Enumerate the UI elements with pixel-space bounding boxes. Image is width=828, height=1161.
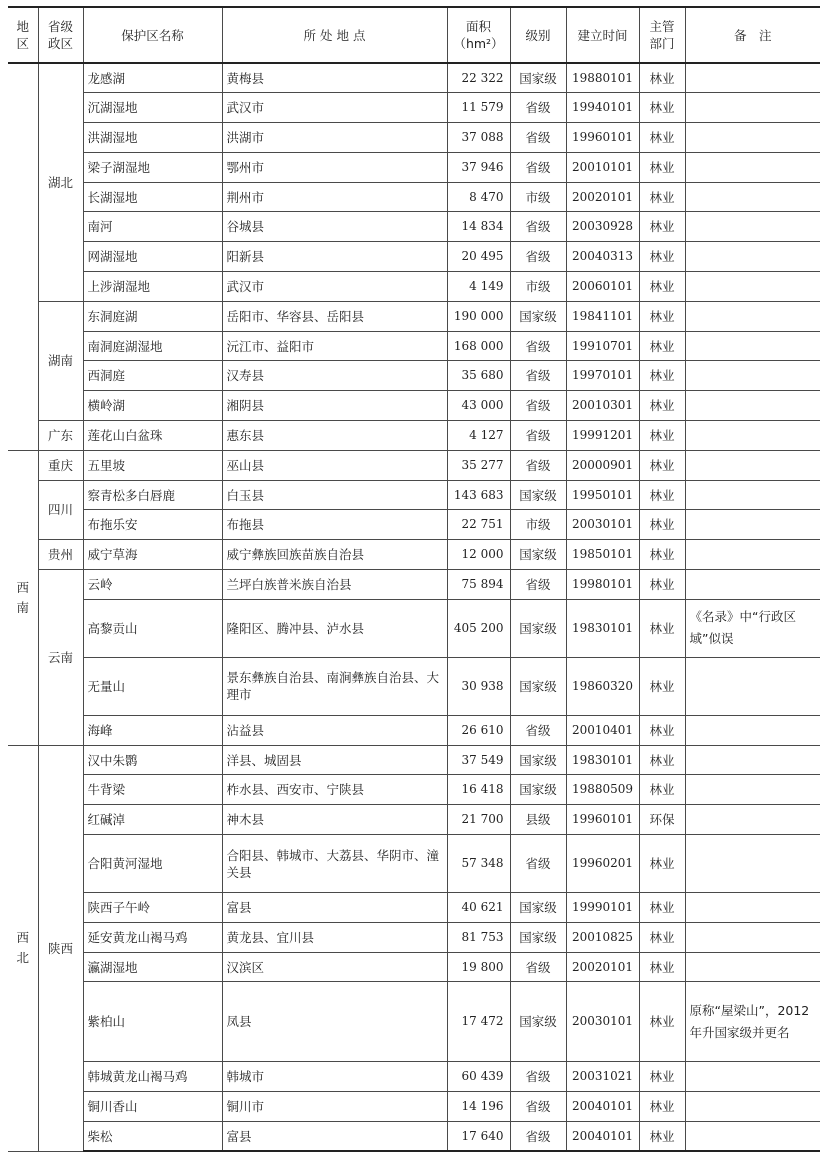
reserve-location: 兰坪白族普米族自治县 (222, 570, 447, 600)
table-row (8, 805, 820, 835)
reserve-dept: 林业 (639, 242, 685, 272)
table-row (8, 182, 820, 212)
table-row (8, 212, 820, 242)
reserve-name: 横岭湖 (83, 391, 222, 421)
reserve-name: 威宁草海 (83, 540, 222, 570)
reserve-level: 省级 (510, 421, 566, 451)
reserve-area: 43 000 (447, 391, 510, 421)
reserve-dept: 林业 (639, 835, 685, 893)
region-cell: 西北 (8, 745, 38, 1151)
table-row (8, 540, 820, 570)
reserve-area: 4 127 (447, 421, 510, 451)
table-row (8, 570, 820, 600)
region-cell: 西南 (8, 450, 38, 745)
reserve-location: 白玉县 (222, 480, 447, 510)
reserve-level: 省级 (510, 391, 566, 421)
reserve-note (685, 805, 820, 835)
table-row (8, 242, 820, 272)
reserve-location: 汉滨区 (222, 952, 447, 982)
reserve-location: 凤县 (222, 982, 447, 1062)
reserve-dept: 环保 (639, 805, 685, 835)
reserve-location: 柞水县、西安市、宁陕县 (222, 775, 447, 805)
reserve-name: 五里坡 (83, 450, 222, 480)
province-cell: 广东 (38, 421, 83, 451)
reserve-area: 37 946 (447, 152, 510, 182)
table-row (8, 599, 820, 657)
reserve-area: 57 348 (447, 835, 510, 893)
reserve-note (685, 1062, 820, 1092)
reserve-founded: 19990101 (566, 893, 639, 923)
reserve-level: 省级 (510, 361, 566, 391)
reserve-founded: 19960101 (566, 805, 639, 835)
reserve-name: 梁子湖湿地 (83, 152, 222, 182)
reserve-name: 莲花山白盆珠 (83, 421, 222, 451)
reserve-level: 省级 (510, 93, 566, 123)
reserve-name: 韩城黄龙山褐马鸡 (83, 1062, 222, 1092)
reserve-name: 沉湖湿地 (83, 93, 222, 123)
table-row (8, 331, 820, 361)
reserve-level: 省级 (510, 1122, 566, 1152)
reserve-note (685, 922, 820, 952)
reserve-level: 国家级 (510, 63, 566, 93)
reserve-area: 17 640 (447, 1122, 510, 1152)
reserve-note (685, 570, 820, 600)
reserve-founded: 19880101 (566, 63, 639, 93)
reserve-area: 21 700 (447, 805, 510, 835)
reserve-name: 高黎贡山 (83, 599, 222, 657)
reserve-level: 省级 (510, 1062, 566, 1092)
reserve-level: 省级 (510, 242, 566, 272)
reserve-founded: 19960101 (566, 123, 639, 153)
reserve-note: 《名录》中“行政区域”似误 (685, 599, 820, 657)
reserve-dept: 林业 (639, 152, 685, 182)
reserve-name: 紫柏山 (83, 982, 222, 1062)
reserve-level: 省级 (510, 331, 566, 361)
table-row (8, 1062, 820, 1092)
table-row (8, 835, 820, 893)
table-row (8, 301, 820, 331)
reserve-name: 合阳黄河湿地 (83, 835, 222, 893)
reserve-note (685, 1122, 820, 1152)
reserve-note (685, 242, 820, 272)
header-area-label: 面积 (465, 19, 491, 34)
reserve-area: 16 418 (447, 775, 510, 805)
reserve-area: 35 680 (447, 361, 510, 391)
reserve-note (685, 331, 820, 361)
reserve-founded: 19860320 (566, 657, 639, 715)
reserve-location: 巫山县 (222, 450, 447, 480)
table-row (8, 745, 820, 775)
reserve-name: 洪湖湿地 (83, 123, 222, 153)
reserve-name: 牛背梁 (83, 775, 222, 805)
province-cell: 湖北 (38, 63, 83, 301)
header-dept: 主管部门 (639, 7, 685, 63)
reserve-note (685, 480, 820, 510)
reserve-area: 17 472 (447, 982, 510, 1062)
table-body (8, 63, 820, 1151)
reserve-location: 阳新县 (222, 242, 447, 272)
reserve-name: 汉中朱鹮 (83, 745, 222, 775)
reserve-dept: 林业 (639, 123, 685, 153)
reserve-dept: 林业 (639, 982, 685, 1062)
reserve-founded: 20040101 (566, 1092, 639, 1122)
reserve-name: 南河 (83, 212, 222, 242)
reserve-level: 国家级 (510, 540, 566, 570)
reserve-founded: 20040101 (566, 1122, 639, 1152)
reserve-founded: 20030101 (566, 982, 639, 1062)
reserve-founded: 20020101 (566, 182, 639, 212)
table-row (8, 93, 820, 123)
reserve-note (685, 93, 820, 123)
reserve-area: 37 088 (447, 123, 510, 153)
reserve-level: 省级 (510, 212, 566, 242)
reserve-location: 汉寿县 (222, 361, 447, 391)
reserve-name: 云岭 (83, 570, 222, 600)
reserve-level: 国家级 (510, 657, 566, 715)
reserve-area: 60 439 (447, 1062, 510, 1092)
reserve-founded: 19950101 (566, 480, 639, 510)
reserve-dept: 林业 (639, 510, 685, 540)
reserve-dept: 林业 (639, 715, 685, 745)
reserve-table (8, 6, 820, 1152)
reserve-location: 黄龙县、宜川县 (222, 922, 447, 952)
reserve-level: 省级 (510, 1092, 566, 1122)
table-header (8, 7, 820, 63)
reserve-area: 22 322 (447, 63, 510, 93)
reserve-level: 省级 (510, 450, 566, 480)
reserve-level: 省级 (510, 952, 566, 982)
reserve-note (685, 540, 820, 570)
reserve-note (685, 212, 820, 242)
reserve-area: 20 495 (447, 242, 510, 272)
reserve-note (685, 123, 820, 153)
table-row (8, 982, 820, 1062)
reserve-dept: 林业 (639, 599, 685, 657)
reserve-note (685, 152, 820, 182)
reserve-founded: 19880509 (566, 775, 639, 805)
reserve-name: 龙感湖 (83, 63, 222, 93)
reserve-dept: 林业 (639, 570, 685, 600)
table-row (8, 775, 820, 805)
reserve-note (685, 715, 820, 745)
reserve-note (685, 182, 820, 212)
reserve-name: 布拖乐安 (83, 510, 222, 540)
reserve-name: 东洞庭湖 (83, 301, 222, 331)
reserve-area: 405 200 (447, 599, 510, 657)
reserve-name: 无量山 (83, 657, 222, 715)
reserve-note (685, 745, 820, 775)
reserve-area: 40 621 (447, 893, 510, 923)
reserve-location: 黄梅县 (222, 63, 447, 93)
reserve-level: 国家级 (510, 301, 566, 331)
reserve-dept: 林业 (639, 657, 685, 715)
reserve-level: 省级 (510, 570, 566, 600)
table-row (8, 1122, 820, 1152)
table-row (8, 63, 820, 93)
header-founded: 建立时间 (566, 7, 639, 63)
header-note: 备 注 (685, 7, 820, 63)
reserve-level: 市级 (510, 510, 566, 540)
reserve-note (685, 893, 820, 923)
reserve-founded: 19980101 (566, 570, 639, 600)
reserve-founded: 20030928 (566, 212, 639, 242)
reserve-dept: 林业 (639, 922, 685, 952)
reserve-area: 4 149 (447, 272, 510, 302)
reserve-location: 岳阳市、华容县、岳阳县 (222, 301, 447, 331)
reserve-location: 景东彝族自治县、南涧彝族自治县、大理市 (222, 657, 447, 715)
reserve-area: 12 000 (447, 540, 510, 570)
reserve-area: 35 277 (447, 450, 510, 480)
province-cell: 云南 (38, 570, 83, 746)
reserve-note (685, 775, 820, 805)
table-row (8, 510, 820, 540)
reserve-founded: 20010301 (566, 391, 639, 421)
header-area-unit: （hm²） (453, 36, 504, 51)
reserve-founded: 19960201 (566, 835, 639, 893)
header-level: 级别 (510, 7, 566, 63)
reserve-location: 布拖县 (222, 510, 447, 540)
reserve-name: 察青松多白唇鹿 (83, 480, 222, 510)
reserve-area: 26 610 (447, 715, 510, 745)
table-row (8, 715, 820, 745)
reserve-name: 南洞庭湖湿地 (83, 331, 222, 361)
reserve-dept: 林业 (639, 1092, 685, 1122)
reserve-dept: 林业 (639, 331, 685, 361)
reserve-name: 西洞庭 (83, 361, 222, 391)
reserve-level: 国家级 (510, 775, 566, 805)
province-cell: 四川 (38, 480, 83, 540)
reserve-note: 原称“屋梁山”，2012 年升国家级并更名 (685, 982, 820, 1062)
reserve-founded: 19850101 (566, 540, 639, 570)
reserve-level: 省级 (510, 835, 566, 893)
province-cell: 陕西 (38, 745, 83, 1151)
header-area (447, 7, 510, 63)
reserve-location: 洪湖市 (222, 123, 447, 153)
reserve-dept: 林业 (639, 1122, 685, 1152)
reserve-dept: 林业 (639, 63, 685, 93)
table-row (8, 272, 820, 302)
reserve-area: 14 834 (447, 212, 510, 242)
reserve-dept: 林业 (639, 893, 685, 923)
reserve-dept: 林业 (639, 272, 685, 302)
reserve-dept: 林业 (639, 93, 685, 123)
reserve-location: 富县 (222, 1122, 447, 1152)
table-row (8, 922, 820, 952)
reserve-note (685, 63, 820, 93)
reserve-dept: 林业 (639, 212, 685, 242)
table-row (8, 1092, 820, 1122)
reserve-name: 延安黄龙山褐马鸡 (83, 922, 222, 952)
reserve-name: 网湖湿地 (83, 242, 222, 272)
reserve-founded: 20030101 (566, 510, 639, 540)
reserve-founded: 20040313 (566, 242, 639, 272)
reserve-level: 省级 (510, 123, 566, 153)
reserve-area: 14 196 (447, 1092, 510, 1122)
reserve-dept: 林业 (639, 301, 685, 331)
reserve-level: 县级 (510, 805, 566, 835)
reserve-area: 22 751 (447, 510, 510, 540)
table-row (8, 893, 820, 923)
reserve-founded: 20010401 (566, 715, 639, 745)
reserve-note (685, 510, 820, 540)
reserve-name: 陕西子午岭 (83, 893, 222, 923)
reserve-founded: 20020101 (566, 952, 639, 982)
reserve-note (685, 421, 820, 451)
province-cell: 贵州 (38, 540, 83, 570)
reserve-note (685, 1092, 820, 1122)
reserve-area: 143 683 (447, 480, 510, 510)
table-row (8, 421, 820, 451)
reserve-level: 省级 (510, 715, 566, 745)
reserve-level: 省级 (510, 152, 566, 182)
table-row (8, 123, 820, 153)
reserve-location: 富县 (222, 893, 447, 923)
reserve-area: 8 470 (447, 182, 510, 212)
reserve-location: 惠东县 (222, 421, 447, 451)
reserve-area: 30 938 (447, 657, 510, 715)
reserve-founded: 19940101 (566, 93, 639, 123)
reserve-note (685, 272, 820, 302)
province-cell: 湖南 (38, 301, 83, 420)
reserve-note (685, 361, 820, 391)
reserve-founded: 19970101 (566, 361, 639, 391)
reserve-location: 武汉市 (222, 93, 447, 123)
reserve-founded: 19830101 (566, 745, 639, 775)
reserve-level: 国家级 (510, 982, 566, 1062)
reserve-location: 沅江市、益阳市 (222, 331, 447, 361)
reserve-founded: 20010825 (566, 922, 639, 952)
table-row (8, 657, 820, 715)
header-location: 所 处 地 点 (222, 7, 447, 63)
reserve-founded: 20060101 (566, 272, 639, 302)
reserve-level: 国家级 (510, 922, 566, 952)
reserve-area: 190 000 (447, 301, 510, 331)
reserve-dept: 林业 (639, 1062, 685, 1092)
header-name: 保护区名称 (83, 7, 222, 63)
reserve-dept: 林业 (639, 775, 685, 805)
reserve-area: 19 800 (447, 952, 510, 982)
header-province: 省级政区 (38, 7, 83, 63)
reserve-dept: 林业 (639, 361, 685, 391)
table-row (8, 391, 820, 421)
reserve-note (685, 301, 820, 331)
reserve-note (685, 952, 820, 982)
reserve-founded: 20010101 (566, 152, 639, 182)
reserve-location: 湘阴县 (222, 391, 447, 421)
reserve-location: 鄂州市 (222, 152, 447, 182)
reserve-level: 市级 (510, 182, 566, 212)
reserve-level: 国家级 (510, 599, 566, 657)
reserve-level: 国家级 (510, 893, 566, 923)
reserve-location: 合阳县、韩城市、大荔县、华阴市、潼关县 (222, 835, 447, 893)
table-row (8, 361, 820, 391)
reserve-founded: 19841101 (566, 301, 639, 331)
reserve-level: 市级 (510, 272, 566, 302)
reserve-location: 荆州市 (222, 182, 447, 212)
reserve-note (685, 657, 820, 715)
reserve-location: 洋县、城固县 (222, 745, 447, 775)
table-row (8, 480, 820, 510)
reserve-location: 隆阳区、腾冲县、泸水县 (222, 599, 447, 657)
reserve-dept: 林业 (639, 952, 685, 982)
reserve-name: 红碱淖 (83, 805, 222, 835)
reserve-founded: 19991201 (566, 421, 639, 451)
reserve-founded: 19910701 (566, 331, 639, 361)
reserve-dept: 林业 (639, 182, 685, 212)
reserve-note (685, 450, 820, 480)
reserve-location: 韩城市 (222, 1062, 447, 1092)
reserve-founded: 20000901 (566, 450, 639, 480)
reserve-name: 长湖湿地 (83, 182, 222, 212)
reserve-note (685, 391, 820, 421)
reserve-dept: 林业 (639, 540, 685, 570)
province-cell: 重庆 (38, 450, 83, 480)
region-cell (8, 63, 38, 450)
reserve-area: 75 894 (447, 570, 510, 600)
reserve-area: 81 753 (447, 922, 510, 952)
reserve-dept: 林业 (639, 480, 685, 510)
reserve-dept: 林业 (639, 450, 685, 480)
reserve-dept: 林业 (639, 421, 685, 451)
reserve-dept: 林业 (639, 745, 685, 775)
reserve-location: 神木县 (222, 805, 447, 835)
table-row (8, 450, 820, 480)
reserve-location: 谷城县 (222, 212, 447, 242)
reserve-location: 武汉市 (222, 272, 447, 302)
reserve-area: 37 549 (447, 745, 510, 775)
reserve-area: 11 579 (447, 93, 510, 123)
reserve-dept: 林业 (639, 391, 685, 421)
reserve-location: 铜川市 (222, 1092, 447, 1122)
reserve-location: 沾益县 (222, 715, 447, 745)
reserve-level: 国家级 (510, 480, 566, 510)
reserve-name: 柴松 (83, 1122, 222, 1152)
reserve-location: 威宁彝族回族苗族自治县 (222, 540, 447, 570)
reserve-founded: 20031021 (566, 1062, 639, 1092)
reserve-founded: 19830101 (566, 599, 639, 657)
reserve-name: 上涉湖湿地 (83, 272, 222, 302)
reserve-level: 国家级 (510, 745, 566, 775)
reserve-name: 铜川香山 (83, 1092, 222, 1122)
header-region: 地区 (8, 7, 38, 63)
reserve-note (685, 835, 820, 893)
reserve-name: 瀛湖湿地 (83, 952, 222, 982)
table-row (8, 952, 820, 982)
table-row (8, 152, 820, 182)
reserve-area: 168 000 (447, 331, 510, 361)
reserve-name: 海峰 (83, 715, 222, 745)
